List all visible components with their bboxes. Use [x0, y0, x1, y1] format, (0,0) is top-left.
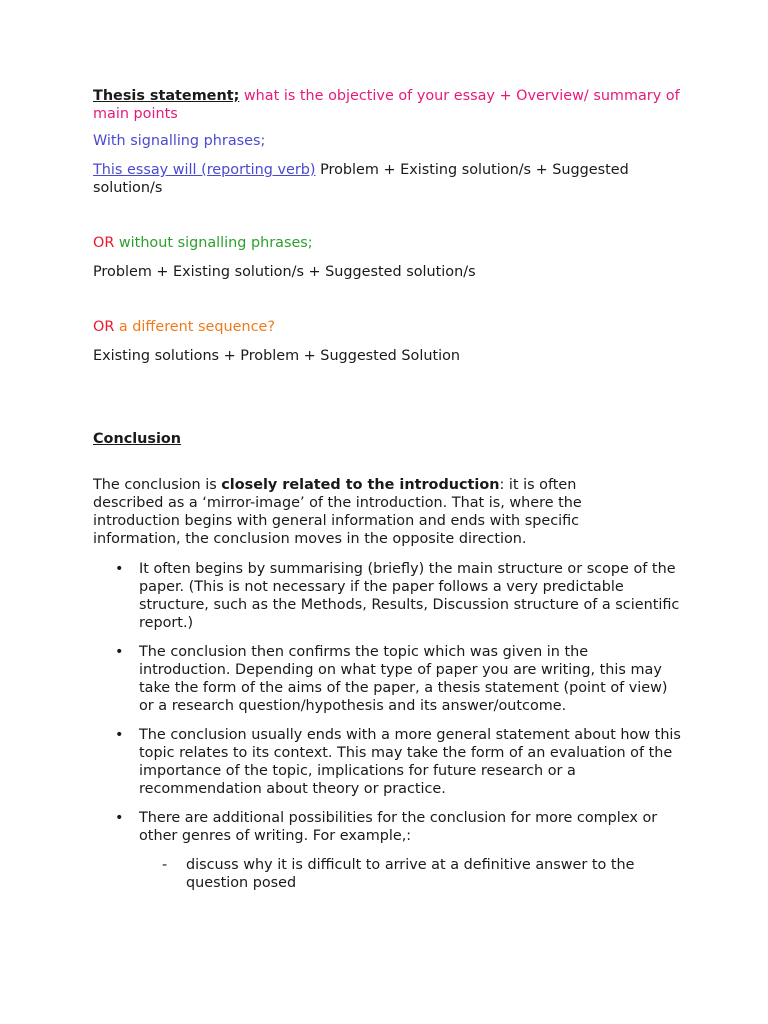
formula-without-signalling: Problem + Existing solution/s + Suggested solution/s: [93, 264, 476, 280]
thesis-description: what is the objective of your essay + Overview/ summary of main points: [93, 88, 680, 122]
sub-list-item: [139, 856, 683, 892]
conclusion-heading: Conclusion: [93, 431, 182, 447]
list-item: [93, 726, 683, 798]
thesis-heading: Thesis statement;: [93, 88, 240, 104]
list-item: [93, 809, 683, 892]
sub-bullet-text: discuss why it is difficult to arrive at a definitive answer to the question posed: [186, 857, 635, 891]
intro-bold: closely related to the introduction: [221, 477, 500, 493]
this-essay-link[interactable]: This essay will (reporting verb): [93, 162, 316, 178]
formula-with-signalling: [93, 161, 693, 197]
bullet-text: The conclusion then confirms the topic which was given in the introduction. Depending on what type of paper you are writing, this may take the form of the aims of the paper, a thesis statement (point of view) or a research question/hypothesis and its answer/outcome.: [139, 644, 668, 714]
formula-different-sequence: Existing solutions + Problem + Suggested Solution: [93, 348, 461, 364]
or-label-2: OR: [93, 319, 115, 335]
intro-rest: : it is often described as a ‘mirror-image’ of the introduction. That is, where the introduction begins with general information and ends with specific information, the conclusion moves in the opposite direction.: [93, 477, 582, 547]
different-sequence-label: a different sequence?: [114, 319, 275, 335]
different-sequence-paragraph: [93, 318, 693, 336]
dash-marker: -: [162, 857, 168, 873]
bullet-dot: •: [115, 727, 124, 743]
conclusion-intro: [93, 476, 633, 548]
list-item: [93, 560, 683, 632]
formula-1-text: Problem + Existing solution/s + Suggested solution/s: [93, 162, 629, 196]
or-label-1: OR: [93, 235, 115, 251]
sub-bullet-list: [139, 856, 683, 892]
thesis-paragraph: [93, 87, 693, 123]
without-signalling-label: without signalling phrases;: [114, 235, 313, 251]
without-signalling-paragraph: [93, 234, 693, 252]
bullet-dot: •: [115, 644, 124, 660]
bullet-text: It often begins by summarising (briefly) the main structure or scope of the paper. (This is not necessary if the paper follows a very predictable structure, such as the Methods, Results, Discussion structure of a scientific report.): [139, 561, 680, 631]
list-item: [93, 643, 683, 715]
intro-start: The conclusion is: [93, 477, 222, 493]
conclusion-bullet-list: [93, 560, 683, 903]
bullet-dot: •: [115, 561, 124, 577]
with-signalling-label: With signalling phrases;: [93, 133, 266, 149]
bullet-text: There are additional possibilities for the conclusion for more complex or other genres of writing. For example,:: [139, 810, 658, 844]
bullet-dot: •: [115, 810, 124, 826]
bullet-text: The conclusion usually ends with a more general statement about how this topic relates to its context. This may take the form of an evaluation of the importance of the topic, implications for future research or a recommendation about theory or practice.: [139, 727, 681, 797]
